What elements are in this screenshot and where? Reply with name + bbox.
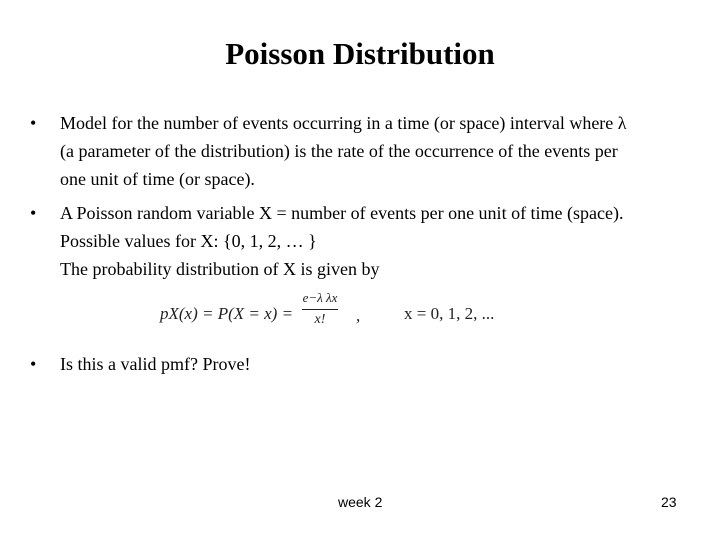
bullet-line: The probability distribution of X is given by [60, 259, 380, 279]
bullet-marker: • [30, 354, 37, 374]
formula-numerator: e−λ λx [302, 290, 338, 305]
bullet-line: (a parameter of the distribution) is the rate of the occurrence of the events per [60, 141, 618, 161]
formula-denominator: x! [314, 312, 326, 327]
bullet-line: Possible values for X: {0, 1, 2, … } [60, 231, 317, 251]
bullet-line: Is this a valid pmf? Prove! [60, 354, 251, 374]
bullet-line: A Poisson random variable X = number of events per one unit of time (space). [60, 203, 624, 223]
formula-support: x = 0, 1, 2, ... [404, 304, 495, 323]
footer-week-label: week 2 [338, 494, 383, 510]
formula-separator: , [356, 306, 361, 325]
bullet-text [60, 109, 627, 193]
page-number: 23 [661, 494, 677, 510]
pmf-formula [160, 290, 520, 340]
bullet-marker: • [30, 113, 37, 133]
fraction-bar [302, 309, 338, 310]
formula-lhs: pX(x) = P(X = x) = [160, 304, 294, 323]
formula-fraction [298, 290, 342, 328]
slide-title: Poisson Distribution [225, 36, 495, 71]
bullet-marker: • [30, 203, 37, 223]
bullet-line: Model for the number of events occurring in a time (or space) interval where λ [60, 113, 627, 133]
bullet-text [60, 199, 624, 283]
bullet-text [60, 350, 250, 378]
bullet-line: one unit of time (or space). [60, 169, 255, 189]
